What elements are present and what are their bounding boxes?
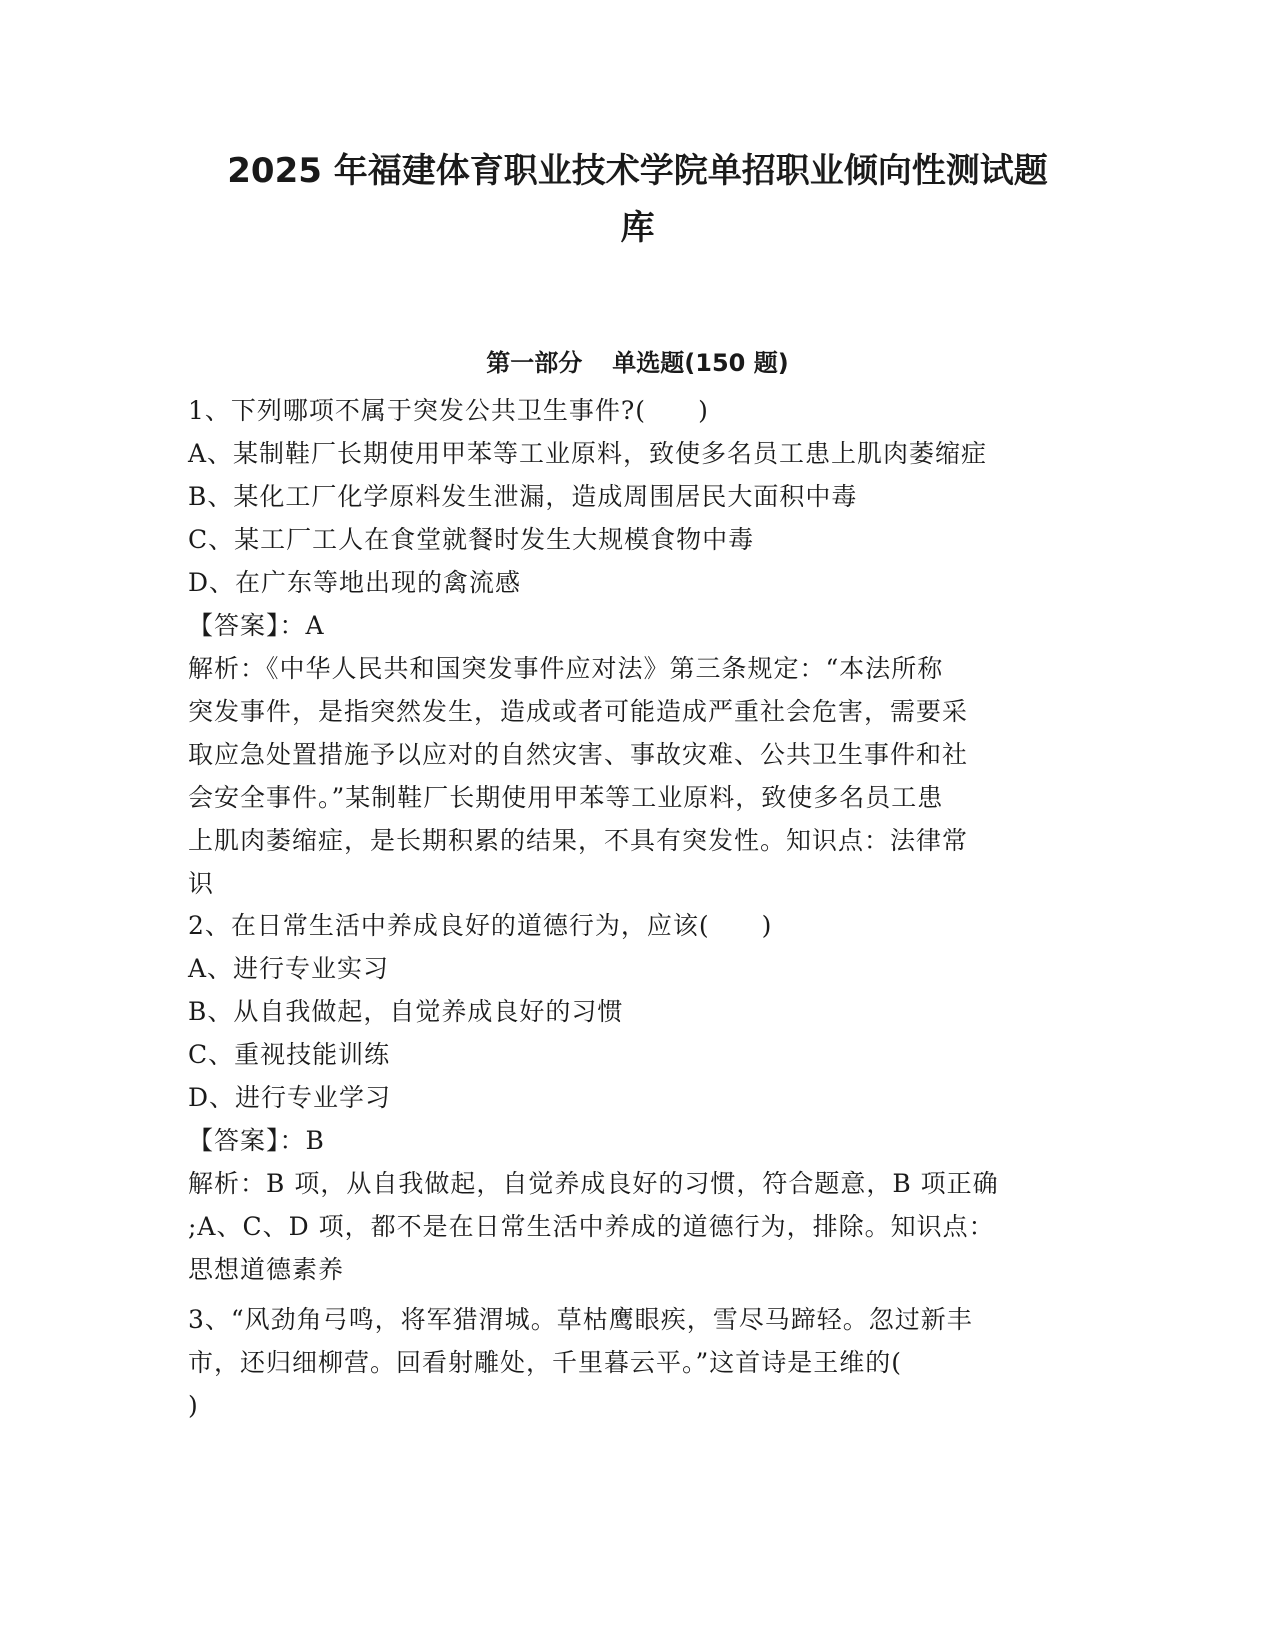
question-stem-line: 3、“风劲角弓鸣，将军猎渭城。草枯鹰眼疾，雪尽马蹄轻。忽过新丰: [188, 1305, 973, 1334]
option-b: B、某化工厂化学原料发生泄漏，造成周围居民大面积中毒: [188, 482, 858, 511]
analysis-line: 取应急处置措施予以应对的自然灾害、事故灾难、公共卫生事件和社: [188, 740, 969, 769]
option-c: C、重视技能训练: [188, 1040, 391, 1069]
question-stem: 1、下列哪项不属于突发公共卫生事件?( ): [188, 396, 709, 425]
section-heading-name: 单选题(150 题): [612, 349, 789, 377]
analysis-line: 上肌肉萎缩症，是长期积累的结果，不具有突发性。知识点：法律常: [188, 826, 969, 855]
analysis-line: 解析：B 项，从自我做起，自觉养成良好的习惯，符合题意，B 项正确: [188, 1169, 999, 1198]
option-a: A、进行专业实习: [188, 954, 390, 983]
document-title-line-2: 库: [620, 208, 655, 248]
option-d: D、在广东等地出现的禽流感: [188, 568, 522, 597]
option-b: B、从自我做起，自觉养成良好的习惯: [188, 997, 624, 1026]
option-a: A、某制鞋厂长期使用甲苯等工业原料，致使多名员工患上肌肉萎缩症: [188, 439, 988, 468]
answer: 【答案】：A: [188, 611, 325, 640]
question-stem: 2、在日常生活中养成良好的道德行为，应该( ): [188, 911, 773, 940]
question-3: [188, 1298, 1073, 1427]
question-1: [188, 389, 1073, 905]
analysis-line: 识: [188, 869, 215, 898]
answer: 【答案】：B: [188, 1126, 325, 1155]
analysis-line: 突发事件，是指突然发生，造成或者可能造成严重社会危害，需要采: [188, 697, 969, 726]
option-d: D、进行专业学习: [188, 1083, 392, 1112]
document-title: [185, 143, 1090, 257]
question-stem-line: ): [188, 1391, 199, 1420]
analysis-line: 解析：《中华人民共和国突发事件应对法》第三条规定：“本法所称: [188, 654, 944, 683]
question-2: [188, 904, 1073, 1291]
question-stem-line: 市，还归细柳营。回看射雕处，千里暮云平。”这首诗是王维的(: [188, 1348, 903, 1377]
analysis-line: 会安全事件。”某制鞋厂长期使用甲苯等工业原料，致使多名员工患: [188, 783, 944, 812]
analysis-line: ;A、C、D 项，都不是在日常生活中养成的道德行为，排除。知识点：: [188, 1212, 995, 1241]
analysis-line: 思想道德素养: [188, 1255, 345, 1284]
option-c: C、某工厂工人在食堂就餐时发生大规模食物中毒: [188, 525, 755, 554]
section-heading: [185, 345, 1090, 381]
document-title-line-1: 2025 年福建体育职业技术学院单招职业倾向性测试题: [227, 151, 1048, 191]
section-heading-part: 第一部分: [486, 349, 583, 377]
